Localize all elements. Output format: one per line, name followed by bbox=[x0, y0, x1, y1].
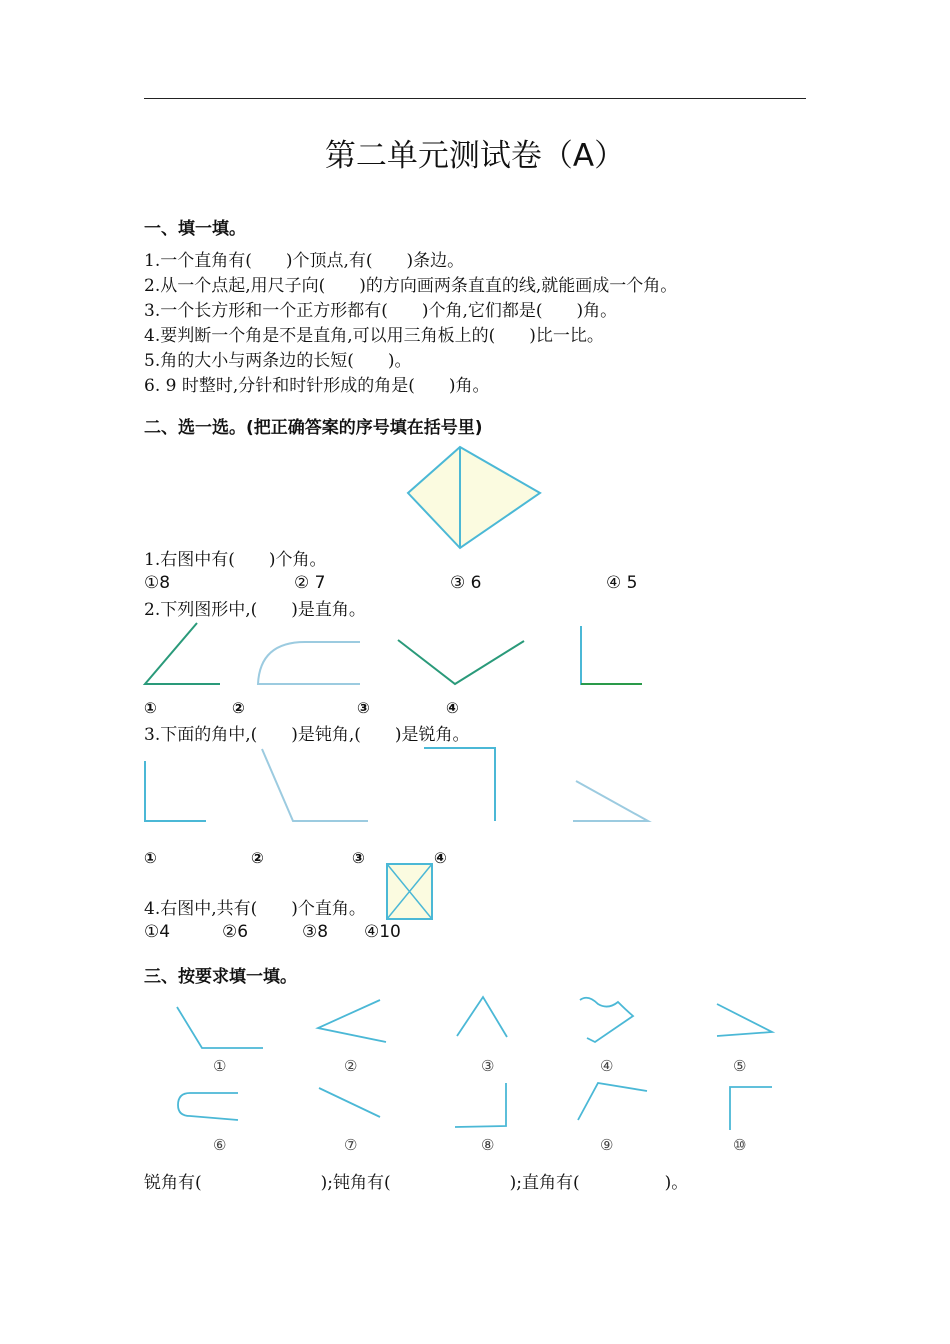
section3-figures bbox=[140, 990, 790, 1140]
q4-text: 4.右图中,共有( )个直角。 bbox=[144, 899, 366, 919]
s3-label-7: ⑦ bbox=[344, 1136, 358, 1154]
q2-figures bbox=[140, 620, 660, 690]
q3-label-1: ① bbox=[144, 849, 157, 867]
s3-angle-2 bbox=[318, 1000, 386, 1042]
s3-label-1: ① bbox=[213, 1057, 227, 1075]
q2-angle-2 bbox=[258, 642, 360, 684]
s1-item-4: 4.要判断一个角是不是直角,可以用三角板上的( )比一比。 bbox=[144, 326, 604, 346]
s3-angle-6 bbox=[178, 1093, 238, 1120]
s3-angle-9 bbox=[578, 1083, 647, 1120]
s1-item-6: 6. 9 时整时,分针和时针形成的角是( )角。 bbox=[144, 376, 490, 396]
s1-item-5: 5.角的大小与两条边的长短( )。 bbox=[144, 351, 412, 371]
top-rule bbox=[144, 98, 806, 99]
q1-option-4: ④ 5 bbox=[606, 573, 638, 593]
s3-angle-5 bbox=[717, 1004, 772, 1036]
q3-label-3: ③ bbox=[352, 849, 365, 867]
q2-angle-4 bbox=[581, 626, 642, 684]
s1-item-2: 2.从一个点起,用尺子向( )的方向画两条直直的线,就能画成一个角。 bbox=[144, 276, 678, 296]
q3-angle-4 bbox=[573, 781, 648, 821]
s3-angle-7 bbox=[319, 1088, 380, 1117]
q1-option-3: ③ 6 bbox=[450, 573, 482, 593]
s3-angle-3 bbox=[457, 997, 507, 1037]
section3-heading: 三、按要求填一填。 bbox=[144, 967, 297, 987]
q3-label-2: ② bbox=[251, 849, 264, 867]
s3-label-4: ④ bbox=[600, 1057, 614, 1075]
q4-option-3: ③8 bbox=[302, 922, 329, 942]
q1-text: 1.右图中有( )个角。 bbox=[144, 550, 327, 570]
q4-option-4: ④10 bbox=[364, 922, 401, 942]
q2-label-1: ① bbox=[144, 699, 157, 717]
q2-text: 2.下列图形中,( )是直角。 bbox=[144, 600, 366, 620]
q3-angle-1 bbox=[145, 761, 206, 821]
section2-heading: 二、选一选。(把正确答案的序号填在括号里) bbox=[144, 418, 483, 438]
s3-label-8: ⑧ bbox=[481, 1136, 495, 1154]
q2-label-4: ④ bbox=[446, 699, 459, 717]
s3-label-2: ② bbox=[344, 1057, 358, 1075]
s3-label-10: ⑩ bbox=[733, 1136, 747, 1154]
s3-label-9: ⑨ bbox=[600, 1136, 614, 1154]
q4-option-2: ②6 bbox=[222, 922, 249, 942]
q1-option-1: ①8 bbox=[144, 573, 171, 593]
q3-text: 3.下面的角中,( )是钝角,( )是锐角。 bbox=[144, 725, 470, 745]
s1-item-1: 1.一个直角有( )个顶点,有( )条边。 bbox=[144, 251, 465, 271]
q2-angle-3 bbox=[398, 640, 524, 684]
q2-label-3: ③ bbox=[357, 699, 370, 717]
q3-angle-2 bbox=[262, 749, 368, 821]
s3-angle-8 bbox=[455, 1083, 506, 1127]
section1-heading: 一、填一填。 bbox=[144, 219, 246, 239]
s3-label-5: ⑤ bbox=[733, 1057, 747, 1075]
s1-item-3: 3.一个长方形和一个正方形都有( )个角,它们都是( )角。 bbox=[144, 301, 618, 321]
q1-option-2: ② 7 bbox=[294, 573, 326, 593]
s3-angle-4 bbox=[580, 998, 633, 1042]
square-diagonals-figure bbox=[386, 863, 434, 921]
q3-label-4: ④ bbox=[434, 849, 447, 867]
q3-figures bbox=[140, 745, 660, 825]
s3-angle-1 bbox=[177, 1007, 263, 1048]
s3-angle-10 bbox=[730, 1087, 772, 1130]
q4-option-1: ①4 bbox=[144, 922, 171, 942]
page-title: 第二单元测试卷（A） bbox=[324, 138, 626, 174]
q2-angle-1 bbox=[145, 623, 220, 684]
q2-label-2: ② bbox=[232, 699, 245, 717]
s3-answer-line: 锐角有( );钝角有( );直角有( )。 bbox=[144, 1173, 689, 1193]
q3-angle-3 bbox=[424, 748, 495, 821]
rhombus-figure bbox=[405, 445, 545, 553]
s3-label-3: ③ bbox=[481, 1057, 495, 1075]
s3-label-6: ⑥ bbox=[213, 1136, 227, 1154]
